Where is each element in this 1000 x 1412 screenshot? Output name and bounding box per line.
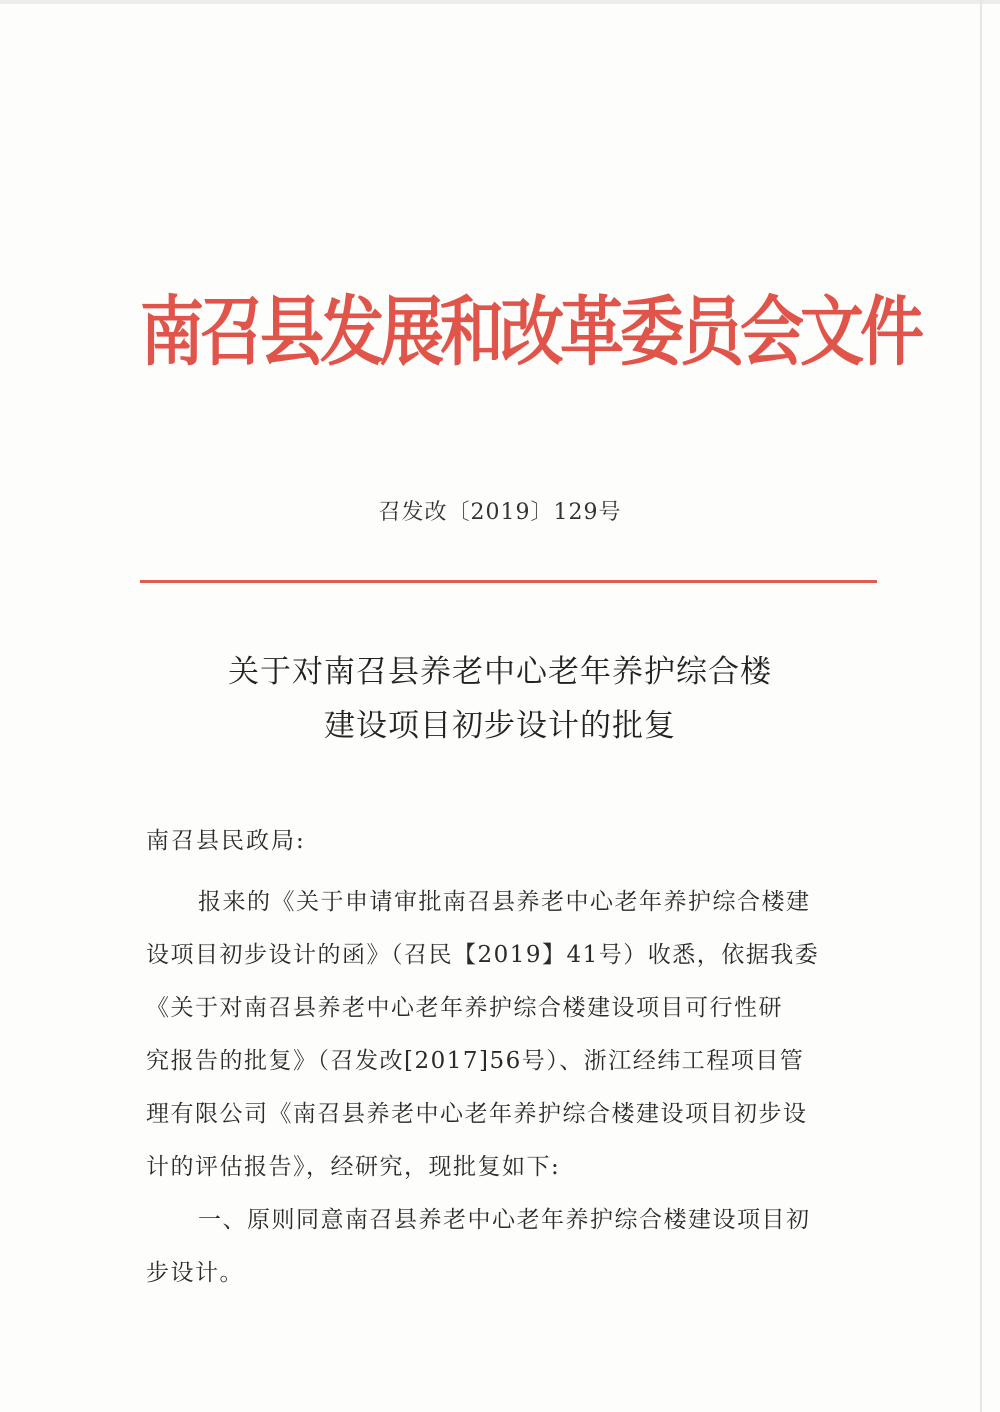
body-line: 步设计。 bbox=[146, 1260, 244, 1286]
body-line: 报来的《关于申请审批南召县养老中心老年养护综合楼建 bbox=[198, 889, 811, 915]
masthead-title: 南召县发展和改革委员会文件 bbox=[140, 288, 920, 377]
addressee: 南召县民政局: bbox=[146, 828, 306, 854]
body-line: 计的评估报告》，经研究，现批复如下: bbox=[146, 1154, 561, 1180]
subject-line-2: 建设项目初步设计的批复 bbox=[324, 708, 676, 744]
body-line: 一、原则同意南召县养老中心老年养护综合楼建设项目初 bbox=[198, 1207, 811, 1233]
subject-heading bbox=[0, 645, 1000, 753]
subject-line-1: 关于对南召县养老中心老年养护综合楼 bbox=[228, 654, 772, 690]
body-line: 设项目初步设计的函》（召民【2019】41号）收悉，依据我委 bbox=[146, 942, 820, 968]
red-divider-rule bbox=[140, 580, 877, 583]
document-number: 召发改〔2019〕129号 bbox=[378, 500, 622, 525]
body-line: 《关于对南召县养老中心老年养护综合楼建设项目可行性研 bbox=[146, 995, 783, 1021]
body-line: 理有限公司《南召县养老中心老年养护综合楼建设项目初步设 bbox=[146, 1101, 808, 1127]
scan-edge-top bbox=[0, 0, 1000, 4]
body-line: 究报告的批复》（召发改[2017]56号）、浙江经纬工程项目管 bbox=[146, 1048, 805, 1074]
body-text bbox=[146, 876, 858, 1300]
